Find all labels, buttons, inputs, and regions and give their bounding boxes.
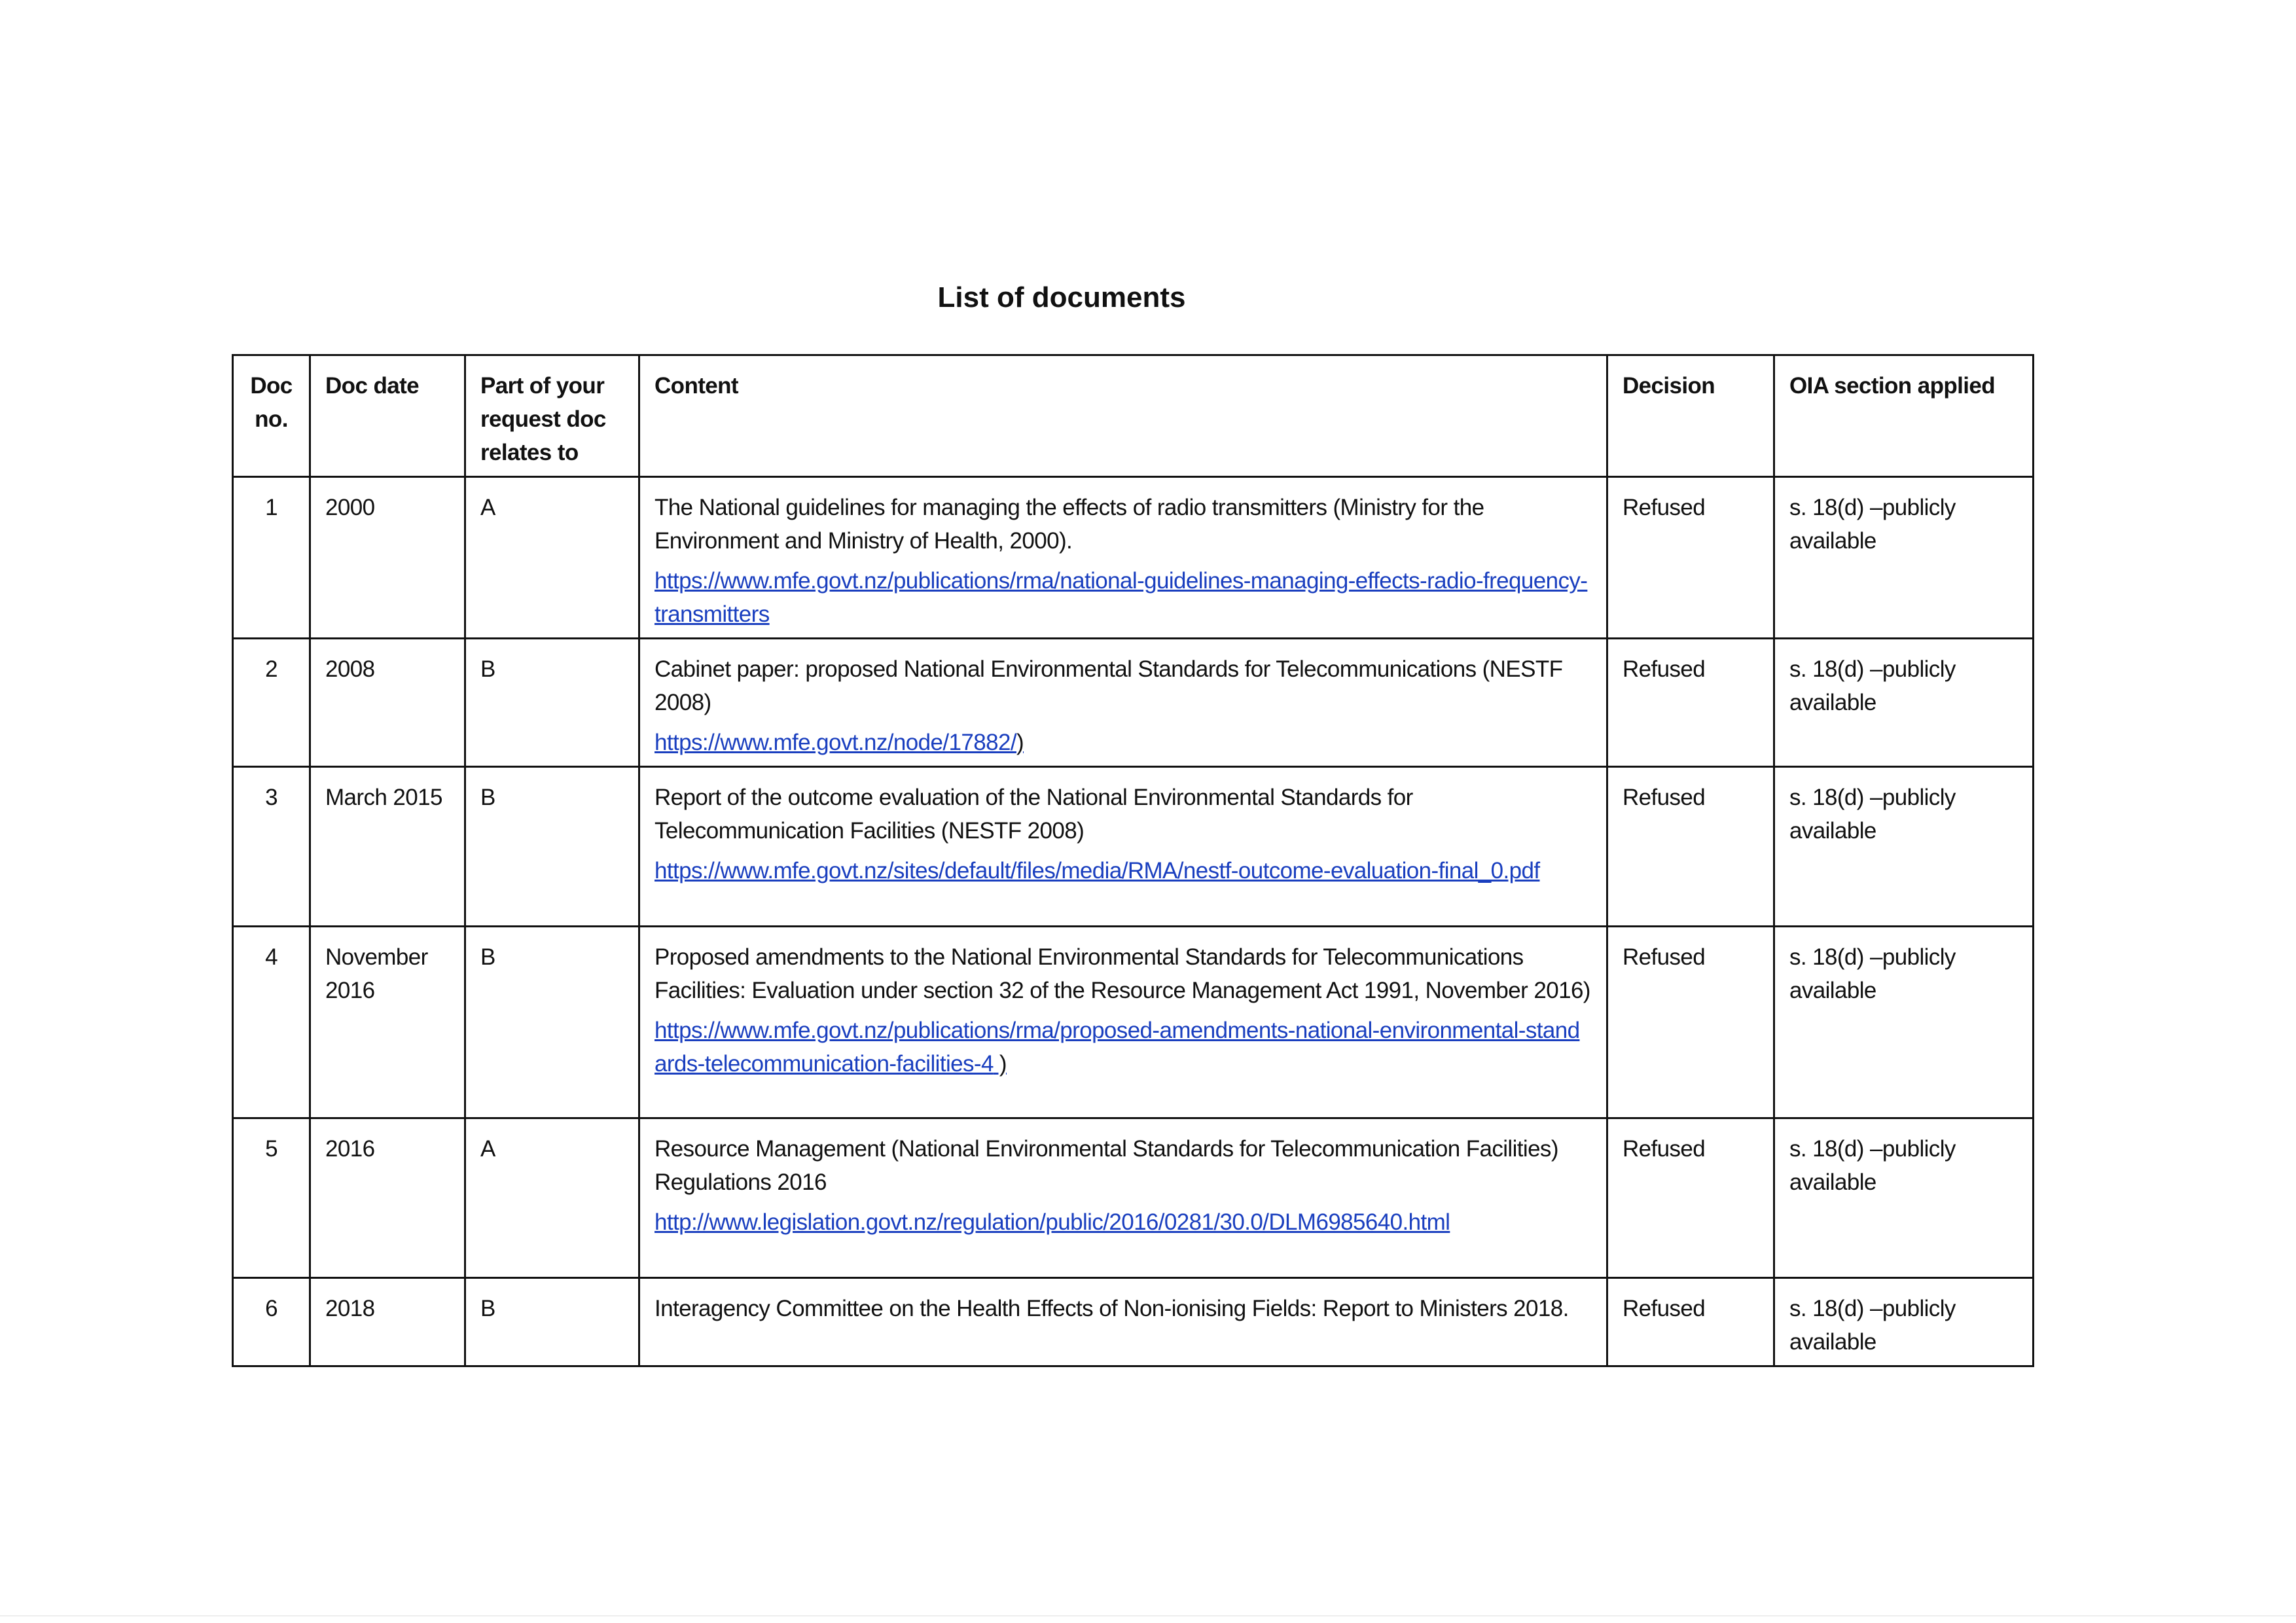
decision-cell: Refused <box>1607 477 1774 639</box>
document-link[interactable] <box>655 726 1592 759</box>
header-decision: Decision <box>1607 355 1774 477</box>
document-link-text[interactable]: https://www.mfe.govt.nz/node/17882/ <box>655 730 1016 755</box>
part-cell: A <box>465 477 639 639</box>
doc-no-cell: 3 <box>233 767 310 927</box>
document-link-text[interactable]: http://www.legislation.govt.nz/regulation/public/2016/0281/30.0/DLM6985640.html <box>655 1209 1450 1235</box>
part-cell: A <box>465 1118 639 1278</box>
document-link-text[interactable]: https://www.mfe.govt.nz/publications/rma/proposed-amendments-national-environmental-standards-telecommunication-facilities-4 <box>655 1018 1580 1077</box>
part-cell: B <box>465 1278 639 1366</box>
content-cell <box>639 1278 1607 1366</box>
oia-section-cell: s. 18(d) –publicly available <box>1774 1118 2034 1278</box>
content-cell <box>639 639 1607 767</box>
content-text: Report of the outcome evaluation of the National Environmental Standards for Telecommunication Facilities (NESTF 2008) <box>655 785 1413 844</box>
header-content: Content <box>639 355 1607 477</box>
oia-section-cell: s. 18(d) –publicly available <box>1774 477 2034 639</box>
doc-no-cell: 2 <box>233 639 310 767</box>
table-header-row <box>233 355 2034 477</box>
doc-date-cell: 2016 <box>310 1118 465 1278</box>
part-cell: B <box>465 767 639 927</box>
scan-edge <box>0 1615 2296 1616</box>
documents-table <box>232 354 2034 1367</box>
page-title: List of documents <box>937 281 1186 313</box>
link-trailing-text: ) <box>993 1051 1007 1077</box>
part-cell: B <box>465 927 639 1118</box>
content-cell <box>639 767 1607 927</box>
content-text: Interagency Committee on the Health Effects of Non-ionising Fields: Report to Ministers 2018. <box>655 1296 1569 1321</box>
content-cell <box>639 477 1607 639</box>
document-link[interactable] <box>655 564 1592 631</box>
content-text: Resource Management (National Environmental Standards for Telecommunication Facilities) Regulations 2016 <box>655 1136 1558 1195</box>
doc-date-cell: November 2016 <box>310 927 465 1118</box>
content-text: The National guidelines for managing the effects of radio transmitters (Ministry for the Environment and Ministry of Health, 2000). <box>655 495 1484 554</box>
doc-date-cell: March 2015 <box>310 767 465 927</box>
header-doc-date: Doc date <box>310 355 465 477</box>
table-row <box>233 1278 2034 1366</box>
part-cell: B <box>465 639 639 767</box>
table-row <box>233 767 2034 927</box>
document-link[interactable] <box>655 1014 1592 1080</box>
doc-no-cell: 6 <box>233 1278 310 1366</box>
doc-date-cell: 2008 <box>310 639 465 767</box>
document-link[interactable] <box>655 854 1592 887</box>
document-link-text[interactable]: https://www.mfe.govt.nz/publications/rma/national-guidelines-managing-effects-radio-frequency-transmitters <box>655 568 1588 627</box>
document-link[interactable] <box>655 1205 1592 1239</box>
oia-section-cell: s. 18(d) –publicly available <box>1774 1278 2034 1366</box>
doc-date-cell: 2000 <box>310 477 465 639</box>
header-doc-no: Doc no. <box>233 355 310 477</box>
link-trailing-text: ) <box>1016 730 1024 755</box>
decision-cell: Refused <box>1607 639 1774 767</box>
table-row <box>233 639 2034 767</box>
document-link-text[interactable]: https://www.mfe.govt.nz/sites/default/files/media/RMA/nestf-outcome-evaluation-final_0.pdf <box>655 858 1540 883</box>
content-cell <box>639 927 1607 1118</box>
doc-no-cell: 4 <box>233 927 310 1118</box>
oia-section-cell: s. 18(d) –publicly available <box>1774 927 2034 1118</box>
doc-no-cell: 1 <box>233 477 310 639</box>
header-oia-section: OIA section applied <box>1774 355 2034 477</box>
content-text: Proposed amendments to the National Environmental Standards for Telecommunications Facilities: Evaluation under section 32 of the Resource Management Act 1991, November 2016) <box>655 944 1590 1003</box>
decision-cell: Refused <box>1607 927 1774 1118</box>
decision-cell: Refused <box>1607 767 1774 927</box>
doc-no-cell: 5 <box>233 1118 310 1278</box>
decision-cell: Refused <box>1607 1278 1774 1366</box>
content-cell <box>639 1118 1607 1278</box>
content-text: Cabinet paper: proposed National Environmental Standards for Telecommunications (NESTF 2008) <box>655 656 1563 715</box>
table-row <box>233 477 2034 639</box>
header-part: Part of your request doc relates to <box>465 355 639 477</box>
table-row <box>233 927 2034 1118</box>
oia-section-cell: s. 18(d) –publicly available <box>1774 767 2034 927</box>
doc-date-cell: 2018 <box>310 1278 465 1366</box>
decision-cell: Refused <box>1607 1118 1774 1278</box>
table-row <box>233 1118 2034 1278</box>
oia-section-cell: s. 18(d) –publicly available <box>1774 639 2034 767</box>
